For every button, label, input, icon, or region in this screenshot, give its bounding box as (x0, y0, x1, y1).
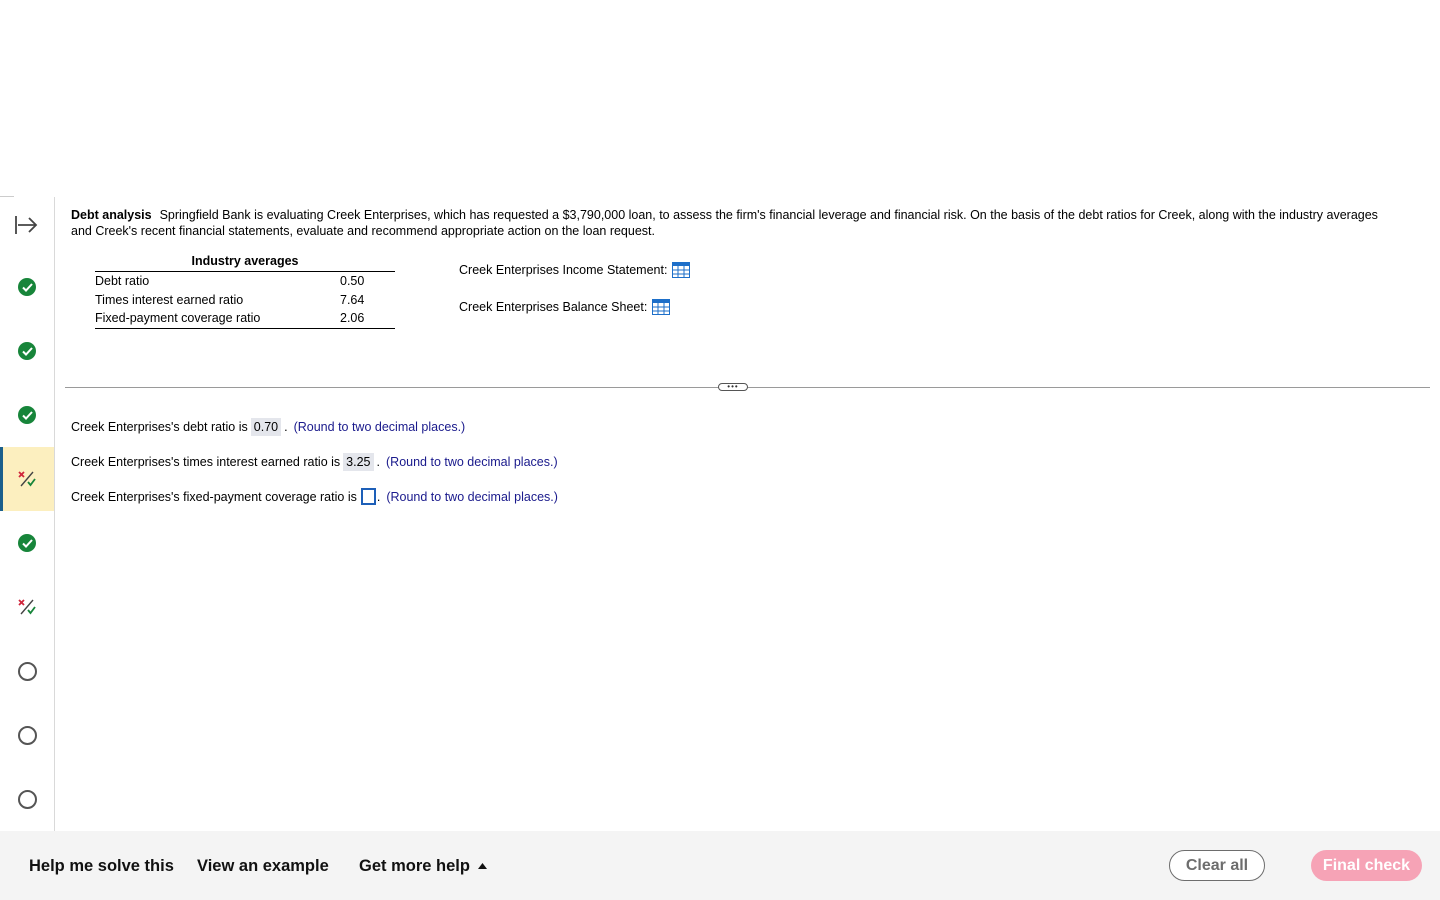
get-more-help-button[interactable] (359, 857, 487, 876)
expand-sidebar-button[interactable] (0, 197, 54, 253)
top-blank-area (0, 0, 1440, 196)
row-value: 2.06 (340, 311, 365, 325)
problem-text: Springfield Bank is evaluating Creek Enterprises, which has requested a $3,790,000 loan, to assess the firm's financial leverage and financial risk. On the basis of the debt ratios for Creek, along with the industry averages and Creek's recent financial statements, evaluate and recommend appropriate action on the loan request. (71, 208, 1378, 238)
question-6-nav[interactable] (0, 575, 54, 639)
final-check-button[interactable]: Final check (1311, 850, 1422, 881)
table-row (95, 291, 395, 310)
answer-value[interactable]: 3.25 (343, 453, 373, 471)
question-7-nav[interactable] (0, 639, 54, 703)
table-title: Industry averages (95, 253, 395, 272)
get-more-help-label: Get more help (359, 857, 470, 875)
question-5-nav[interactable] (0, 511, 54, 575)
check-circle-icon (18, 406, 36, 424)
expand-arrow-icon (14, 214, 40, 236)
row-value: 0.50 (340, 274, 365, 288)
question-1-nav[interactable] (0, 255, 54, 319)
answer-row-times-interest: Creek Enterprises's times interest earned ratio is 3.25 . (Round to two decimal places.) (71, 455, 558, 469)
check-circle-icon (18, 278, 36, 296)
table-row (95, 272, 395, 291)
answer-prefix: Creek Enterprises's times interest earned ratio is (71, 455, 341, 469)
table-row (95, 309, 395, 328)
check-circle-icon (18, 534, 36, 552)
row-label: Times interest earned ratio (95, 292, 244, 307)
question-2-nav[interactable] (0, 319, 54, 383)
balance-sheet-link (459, 299, 670, 315)
empty-circle-icon (18, 662, 37, 681)
problem-heading: Debt analysis (71, 208, 152, 222)
row-label: Fixed-payment coverage ratio (95, 311, 261, 325)
empty-circle-icon (18, 790, 37, 809)
answer-prefix: Creek Enterprises's debt ratio is (71, 420, 248, 434)
round-hint: (Round to two decimal places.) (386, 489, 558, 504)
income-statement-label: Creek Enterprises Income Statement: (459, 263, 668, 277)
help-me-solve-button[interactable]: Help me solve this (29, 857, 174, 875)
empty-circle-icon (18, 726, 37, 745)
answer-prefix: Creek Enterprises's fixed-payment coverage ratio is (71, 489, 357, 504)
income-statement-link (459, 262, 690, 278)
question-8-nav[interactable] (0, 703, 54, 767)
question-4-nav[interactable] (0, 447, 54, 511)
footer-bar (0, 831, 1440, 900)
clear-all-button[interactable]: Clear all (1169, 850, 1265, 881)
divider-drag-handle[interactable]: ••• (718, 383, 748, 391)
industry-averages-table (95, 253, 395, 329)
row-label: Debt ratio (95, 274, 150, 288)
balance-sheet-label: Creek Enterprises Balance Sheet: (459, 300, 648, 314)
partial-credit-icon (17, 598, 37, 616)
round-hint: (Round to two decimal places.) (293, 420, 466, 434)
fixed-payment-coverage-input[interactable] (361, 488, 376, 505)
problem-statement (71, 207, 1401, 239)
question-sidebar (0, 197, 55, 831)
question-3-nav[interactable] (0, 383, 54, 447)
answer-row-debt-ratio: Creek Enterprises's debt ratio is 0.70 . (Round to two decimal places.) (71, 420, 466, 434)
check-circle-icon (18, 342, 36, 360)
round-hint: (Round to two decimal places.) (386, 455, 558, 469)
table-bottom-rule (95, 328, 395, 329)
question-9-nav[interactable] (0, 767, 54, 831)
partial-credit-icon (17, 470, 37, 488)
answer-value[interactable]: 0.70 (251, 418, 281, 436)
table-grid-icon[interactable] (652, 299, 670, 315)
view-example-button[interactable]: View an example (197, 857, 329, 875)
answer-row-fixed-payment: Creek Enterprises's fixed-payment coverage ratio is . (Round to two decimal places.) (71, 489, 558, 504)
row-value: 7.64 (340, 292, 365, 307)
caret-up-icon (478, 863, 487, 869)
table-grid-icon[interactable] (672, 262, 690, 278)
